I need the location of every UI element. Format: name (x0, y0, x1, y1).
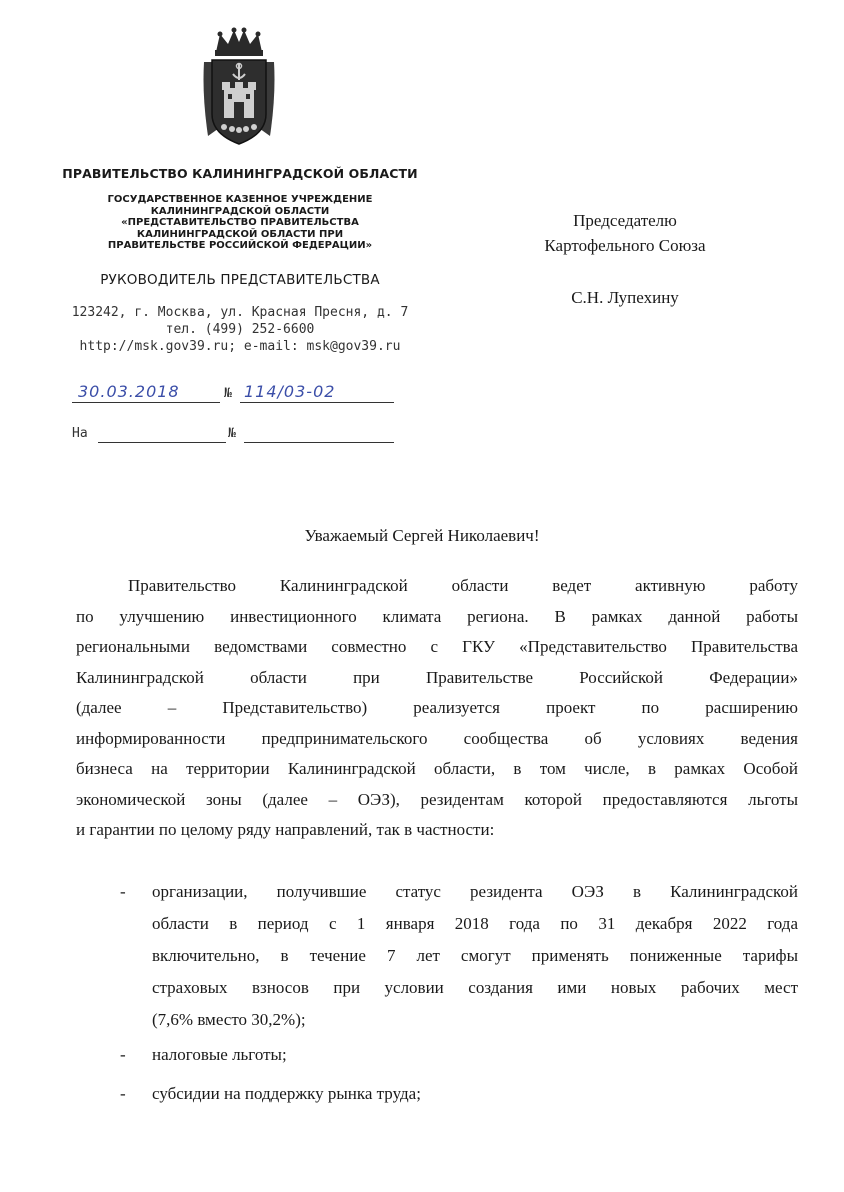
ref-date-field-line (98, 424, 226, 443)
paragraph-line: Калининградской области при Правительстве Российской Федерации» (76, 667, 798, 687)
bullet-text (152, 876, 798, 1036)
phone-line: тел. (499) 252-6600 (165, 322, 315, 337)
web-email-line: http://msk.gov39.ru; e-mail: msk@gov39.ru (79, 339, 401, 354)
institution-line: ПРАВИТЕЛЬСТВЕ РОССИЙСКОЙ ФЕДЕРАЦИИ» (107, 240, 373, 251)
bullet-item (120, 1039, 798, 1071)
institution-line: «ПРЕДСТАВИТЕЛЬСТВО ПРАВИТЕЛЬСТВА (121, 217, 359, 228)
head-of-representation-title: РУКОВОДИТЕЛЬ ПРЕДСТАВИТЕЛЬСТВА (100, 272, 380, 288)
bullet-line: страховых взносов при условии создания ими новых рабочих мест (152, 978, 798, 997)
salutation: Уважаемый Сергей Николаевич! (304, 526, 540, 545)
bullet-item (120, 1078, 798, 1110)
bullet-line: (7,6% вместо 30,2%); (152, 1010, 306, 1029)
contact-address (60, 304, 420, 355)
paragraph-line: региональными ведомствами совместно с ГКУ «Представительство Правительства (76, 637, 798, 656)
ref-number-label: № (228, 426, 236, 441)
ref-number-field-line (244, 424, 394, 443)
reference-line (72, 424, 394, 444)
institution-line: ГОСУДАРСТВЕННОЕ КАЗЕННОЕ УЧРЕЖДЕНИЕ (107, 194, 373, 205)
registration-date: 30.03.2018 (78, 382, 180, 401)
paragraph-line: информированности предпринимательского сообщества об условиях ведения (76, 728, 798, 748)
addressee-name: С.Н. Лупехину (571, 288, 679, 307)
paragraph-line: экономической зоны (далее – ОЭЗ), резидентам которой предоставляются льготы (76, 789, 798, 809)
registration-line (72, 384, 394, 406)
paragraph-line: Правительство Калининградской области ведет активную работу (128, 576, 798, 595)
bullet-text: субсидии на поддержку рынка труда; (152, 1084, 421, 1103)
addressee-position: Председателю (573, 211, 677, 230)
registration-number: 114/03-02 (244, 382, 336, 401)
addressee-organization: Картофельного Союза (544, 236, 706, 255)
coat-of-arms-emblem (200, 26, 278, 150)
bullet-dash: - (120, 1045, 126, 1064)
paragraph-line: (далее – Представительство) реализуется проект по расширению (76, 698, 798, 717)
addressee-block (520, 208, 730, 258)
bullet-line: организации, получившие статус резидента ОЭЗ в Калининградской (152, 882, 798, 901)
institution-line: КАЛИНИНГРАДСКОЙ ОБЛАСТИ (150, 205, 330, 217)
bullet-line: области в период с 1 января 2018 года по 31 декабря 2022 года (152, 914, 798, 933)
government-title: ПРАВИТЕЛЬСТВО КАЛИНИНГРАДСКОЙ ОБЛАСТИ (62, 166, 418, 181)
ref-label: На (72, 426, 88, 441)
emblem-icon (200, 26, 278, 150)
number-label: № (224, 386, 232, 401)
paragraph-line: по улучшению инвестиционного климата региона. В рамках данной работы (76, 606, 798, 626)
bullet-dash: - (120, 1084, 126, 1103)
institution-name (60, 194, 420, 252)
address-line: 123242, г. Москва, ул. Красная Пресня, д. 7 (71, 305, 409, 320)
paragraph-intro (76, 571, 798, 846)
paragraph-line: бизнеса на территории Калининградской области, в том числе, в рамках Особой (76, 759, 798, 778)
paragraph-line: и гарантии по целому ряду направлений, так в частности: (76, 820, 495, 839)
bullet-item (120, 876, 798, 1036)
bullet-text: налоговые льготы; (152, 1045, 287, 1064)
bullet-dash: - (120, 882, 126, 901)
institution-line: КАЛИНИНГРАДСКОЙ ОБЛАСТИ ПРИ (136, 228, 344, 240)
bullet-line: включительно, в течение 7 лет смогут применять пониженные тарифы (152, 946, 798, 965)
